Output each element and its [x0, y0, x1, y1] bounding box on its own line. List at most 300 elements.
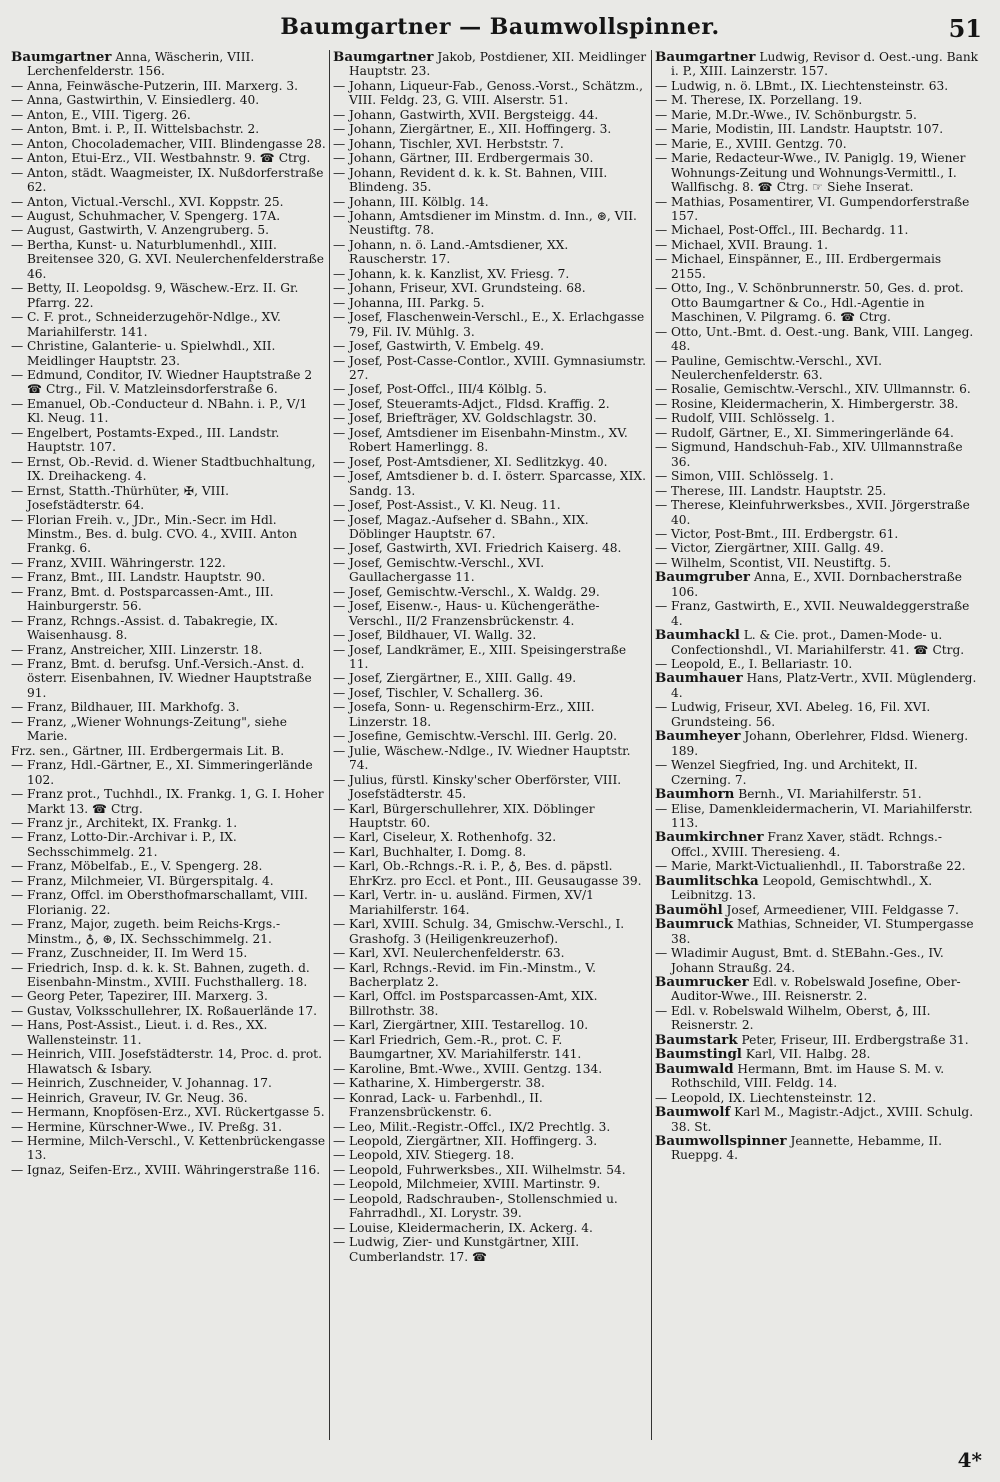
directory-entry	[333, 382, 648, 396]
continuation-dash: —	[333, 729, 346, 744]
continuation-dash: —	[655, 194, 668, 209]
page-number: 51	[948, 14, 982, 43]
entry-text: Hans, Platz-Vertr., XVII. Müglenderg. 4.	[671, 671, 977, 700]
entry-text: Karoline, Bmt.-Wwe., XVIII. Gentzg. 134.	[349, 1061, 603, 1076]
directory-entry	[11, 310, 326, 339]
entry-text: Franz, Milchmeier, VI. Bürgerspitalg. 4.	[27, 873, 274, 888]
directory-entry	[655, 252, 979, 281]
directory-entry	[11, 79, 326, 93]
entry-text: Otto, Unt.-Bmt. d. Oest.-ung. Bank, VIII. Langeg. 48.	[671, 324, 974, 354]
entry-text: Anton, E., VIII. Tigerg. 26.	[27, 107, 191, 122]
directory-entry	[333, 108, 648, 122]
continuation-dash: —	[655, 859, 668, 874]
directory-entry	[11, 1091, 326, 1105]
directory-entry	[333, 845, 648, 859]
continuation-dash: —	[333, 1162, 346, 1177]
continuation-dash: —	[11, 613, 24, 628]
entry-text: Therese, III. Landstr. Hauptstr. 25.	[671, 483, 887, 498]
directory-entry	[11, 93, 326, 107]
directory-entry	[333, 195, 648, 209]
entry-text: Josef, Armeediener, VIII. Feldgasse 7.	[722, 902, 959, 917]
entry-text: Edl. v. Robelswald Josefine, Ober-Auditor-Wwe., III. Reisnerstr. 2.	[671, 975, 961, 1004]
entry-text: M. Therese, IX. Porzellang. 19.	[671, 93, 863, 108]
directory-entry	[655, 758, 979, 787]
continuation-dash: —	[333, 78, 346, 93]
directory-entry	[655, 484, 979, 498]
continuation-dash: —	[11, 642, 24, 657]
directory-entry	[333, 628, 648, 642]
directory-entry	[333, 1177, 648, 1191]
entry-text: Josef, Steueramts-Adjct., Fldsd. Kraffig. 2.	[349, 396, 610, 411]
continuation-dash: —	[333, 584, 346, 599]
directory-entry	[333, 411, 648, 425]
directory-entry	[11, 744, 326, 758]
directory-entry	[333, 917, 648, 946]
entry-text: Franz, Bmt. d. berufsg. Unf.-Versich.-Anst. d. österr. Eisenbahnen, IV. Wiedner Hauptstraße 91.	[27, 657, 312, 700]
continuation-dash: —	[333, 844, 346, 859]
continuation-dash: —	[333, 353, 346, 368]
entry-text: Marie, Modistin, III. Landstr. Hauptstr. 107.	[671, 122, 944, 137]
directory-entry	[333, 830, 648, 844]
directory-entry	[11, 556, 326, 570]
continuation-dash: —	[333, 1191, 346, 1206]
directory-entry	[333, 469, 648, 498]
surname-heading: Baumgartner	[11, 50, 112, 65]
continuation-dash: —	[333, 859, 346, 874]
continuation-dash: —	[11, 946, 24, 961]
directory-entry	[655, 556, 979, 570]
directory-entry	[11, 223, 326, 237]
directory-entry	[655, 1091, 979, 1105]
entry-text: Johann, Gastwirth, XVII. Bergsteigg. 44.	[349, 107, 599, 122]
directory-entry	[11, 1076, 326, 1090]
directory-entry	[333, 122, 648, 136]
continuation-dash: —	[11, 1018, 24, 1033]
continuation-dash: —	[11, 107, 24, 122]
directory-entry	[333, 1076, 648, 1090]
directory-entry	[655, 1004, 979, 1033]
continuation-dash: —	[11, 122, 24, 137]
directory-entry	[11, 339, 326, 368]
entry-text: Johanna, III. Parkg. 5.	[349, 295, 485, 310]
continuation-dash: —	[655, 541, 668, 556]
continuation-dash: —	[655, 324, 668, 339]
directory-entry	[655, 354, 979, 383]
entry-text: Leopold, E., I. Bellariastr. 10.	[671, 657, 853, 672]
entry-text: Ludwig, Friseur, XVI. Abeleg. 16, Fil. XVI. Grundsteing. 56.	[671, 700, 931, 729]
entry-text: Michael, Einspänner, E., III. Erdbergermais 2155.	[671, 252, 942, 281]
directory-entry	[655, 122, 979, 136]
surname-heading: Baumhorn	[655, 786, 735, 803]
continuation-dash: —	[655, 237, 668, 252]
entry-text: Leopold, Milchmeier, XVIII. Martinstr. 9.	[349, 1177, 601, 1192]
entry-text: Frz. sen., Gärtner, III. Erdbergermais Lit. B.	[11, 743, 285, 758]
continuation-dash: —	[655, 252, 668, 267]
directory-entry	[655, 527, 979, 541]
directory-entry	[655, 238, 979, 252]
surname-heading: Baumgartner	[655, 50, 756, 65]
entry-text: Marie, E., XVIII. Gentzg. 70.	[671, 136, 847, 151]
continuation-dash: —	[333, 917, 346, 932]
entry-text: Betty, II. Leopoldsg. 9, Wäschew.-Erz. II. Gr. Pfarrg. 22.	[27, 281, 299, 310]
directory-entry	[333, 686, 648, 700]
directory-entry	[333, 151, 648, 165]
entry-text: Karl, Ciseleur, X. Rothenhofg. 32.	[349, 830, 557, 845]
entry-text: Franz, Möbelfab., E., V. Spengerg. 28.	[27, 859, 263, 874]
directory-entry	[655, 1033, 979, 1047]
entry-text: Anton, Bmt. i. P., II. Wittelsbachstr. 2.	[27, 122, 260, 137]
directory-entry	[333, 1163, 648, 1177]
entry-text: Jeannette, Hebamme, II. Rueppg. 4.	[671, 1133, 942, 1163]
directory-entry	[333, 989, 648, 1018]
directory-entry	[11, 917, 326, 946]
directory-entry	[11, 368, 326, 397]
continuation-dash: —	[11, 367, 24, 382]
directory-entry	[11, 1004, 326, 1018]
entry-text: Johann, Friseur, XVI. Grundsteing. 68.	[349, 281, 586, 296]
continuation-dash: —	[11, 787, 24, 802]
directory-entry	[11, 195, 326, 209]
directory-entry	[11, 238, 326, 281]
directory-entry	[11, 715, 326, 744]
entry-text: Josef, Post-Amtsdiener, XI. Sedlitzkyg. 40.	[349, 454, 608, 469]
directory-entry	[655, 729, 979, 758]
directory-entry	[11, 151, 326, 165]
surname-heading: Baumrucker	[655, 974, 749, 990]
directory-entry	[333, 137, 648, 151]
continuation-dash: —	[333, 454, 346, 469]
directory-entry	[655, 917, 979, 946]
directory-entry	[333, 700, 648, 729]
directory-entry	[11, 1163, 326, 1177]
columns-container	[8, 50, 992, 1440]
continuation-dash: —	[655, 946, 668, 961]
continuation-dash: —	[655, 136, 668, 151]
continuation-dash: —	[333, 469, 346, 484]
directory-entry	[655, 541, 979, 555]
entry-text: Christine, Galanterie- u. Spielwhdl., XII. Meidlinger Hauptstr. 23.	[27, 339, 276, 368]
continuation-dash: —	[11, 194, 24, 209]
entry-text: Josef, Post-Assist., V. Kl. Neug. 11.	[349, 498, 561, 513]
directory-entry	[11, 209, 326, 223]
surname-heading: Baumlitschka	[655, 872, 759, 889]
entry-text: Josef, Landkrämer, E., XIII. Speisingerstraße 11.	[349, 642, 627, 672]
continuation-dash: —	[333, 194, 346, 209]
directory-entry	[655, 975, 979, 1004]
directory-entry	[333, 888, 648, 917]
entry-text: Hermine, Milch-Verschl., V. Kettenbrückengasse 13.	[27, 1133, 326, 1163]
entry-text: Karl, Ziergärtner, XIII. Testarellog. 10.	[349, 1018, 589, 1033]
entry-text: Louise, Kleidermacherin, IX. Ackerg. 4.	[349, 1220, 593, 1235]
continuation-dash: —	[11, 454, 24, 469]
entry-text: Johann, k. k. Kanzlist, XV. Friesg. 7.	[349, 266, 570, 281]
entry-text: Heinrich, VIII. Josefstädterstr. 14, Proc. d. prot. Hlawatsch & Isbary.	[27, 1047, 322, 1076]
entry-text: Jakob, Postdiener, XII. Meidlinger Hauptstr. 23.	[349, 50, 647, 79]
entry-text: Josefa, Sonn- u. Regenschirm-Erz., XIII. Linzerstr. 18.	[349, 700, 595, 729]
entry-text: Josef, Flaschenwein-Verschl., E., X. Erlachgasse 79, Fil. IV. Mühlg. 3.	[349, 310, 645, 339]
continuation-dash: —	[333, 671, 346, 686]
entry-text: Engelbert, Postamts-Exped., III. Landstr. Hauptstr. 107.	[27, 425, 280, 455]
continuation-dash: —	[655, 657, 668, 672]
directory-entry	[333, 599, 648, 628]
continuation-dash: —	[333, 1235, 346, 1250]
continuation-dash: —	[333, 151, 346, 166]
directory-entry	[11, 888, 326, 917]
continuation-dash: —	[333, 411, 346, 426]
entry-text: Leopold, Radschrauben-, Stollenschmied u. Fahrradhdl., XI. Lorystr. 39.	[349, 1191, 618, 1221]
directory-entry	[11, 166, 326, 195]
entry-text: Franz, Anstreicher, XIII. Linzerstr. 18.	[27, 642, 263, 657]
directory-entry	[655, 700, 979, 729]
entry-text: Josef, Magaz.-Aufseher d. SBahn., XIX. Döblinger Hauptstr. 67.	[349, 512, 589, 541]
continuation-dash: —	[11, 1133, 24, 1148]
continuation-dash: —	[11, 78, 24, 93]
entry-text: Josefine, Gemischtw.-Verschl. III. Gerlg. 20.	[349, 729, 618, 744]
continuation-dash: —	[11, 859, 24, 874]
continuation-dash: —	[11, 830, 24, 845]
continuation-dash: —	[655, 107, 668, 122]
directory-entry	[333, 946, 648, 960]
entry-text: Johann, III. Kölblg. 14.	[349, 194, 489, 209]
continuation-dash: —	[655, 353, 668, 368]
directory-entry	[333, 1091, 648, 1120]
entry-text: Josef, Post-Offcl., III/4 Kölblg. 5.	[349, 382, 547, 397]
entry-text: Hermann, Knopfösen-Erz., XVI. Rückertgasse 5.	[27, 1105, 325, 1120]
directory-entry	[333, 1221, 648, 1235]
directory-entry	[11, 614, 326, 643]
page-header	[8, 10, 992, 50]
entry-text: Florian Freih. v., JDr., Min.-Secr. im Hdl. Minstm., Bes. d. bulg. CVO. 4., XVIII. Anton Frankg. 6.	[27, 512, 298, 556]
entry-text: Franz, Zuschneider, II. Im Werd 15.	[27, 946, 248, 961]
entry-text: Johann, Ziergärtner, E., XII. Hoffingerg. 3.	[349, 122, 612, 137]
continuation-dash: —	[11, 1119, 24, 1134]
surname-heading: Baumwollspinner	[655, 1132, 787, 1149]
column-2	[329, 50, 651, 1440]
directory-entry	[655, 223, 979, 237]
directory-entry	[333, 1148, 648, 1162]
continuation-dash: —	[333, 382, 346, 397]
surname-heading: Baumgruber	[655, 569, 750, 586]
entry-text: Victor, Post-Bmt., III. Erdbergstr. 61.	[671, 526, 899, 541]
directory-entry	[655, 411, 979, 425]
entry-text: Josef, Ziergärtner, E., XIII. Gallg. 49.	[349, 671, 577, 686]
directory-entry	[655, 1105, 979, 1134]
continuation-dash: —	[11, 237, 24, 252]
directory-entry	[655, 657, 979, 671]
entry-text: Ludwig, Revisor d. Oest.-ung. Bank i. P., XIII. Lainzerstr. 157.	[671, 50, 979, 79]
directory-entry	[655, 50, 979, 79]
continuation-dash: —	[333, 1148, 346, 1163]
entry-text: C. F. prot., Schneiderzugehör-Ndlge., XV. Mariahilferstr. 141.	[27, 310, 281, 339]
surname-heading: Baumruck	[655, 916, 734, 933]
column-3	[651, 50, 982, 1440]
continuation-dash: —	[333, 107, 346, 122]
entry-text: Leopold, IX. Liechtensteinstr. 12.	[671, 1090, 877, 1105]
entry-text: Bernh., VI. Mariahilferstr. 51.	[734, 787, 922, 802]
directory-entry	[655, 382, 979, 396]
continuation-dash: —	[655, 1090, 668, 1105]
entry-text: Pauline, Gemischtw.-Verschl., XVI. Neulerchenfelderstr. 63.	[671, 353, 883, 382]
entry-text: Josef, Amtsdiener b. d. I. österr. Sparcasse, XIX. Sandg. 13.	[349, 469, 646, 498]
directory-entry	[11, 585, 326, 614]
directory-entry	[333, 1192, 648, 1221]
directory-entry	[11, 946, 326, 960]
entry-text: Karl, Offcl. im Postsparcassen-Amt, XIX. Billrothstr. 38.	[349, 989, 598, 1018]
directory-entry	[655, 426, 979, 440]
entry-text: Franz, Rchngs.-Assist. d. Tabakregie, IX. Waisenhausg. 8.	[27, 613, 278, 643]
entry-text: Heinrich, Zuschneider, V. Johannag. 17.	[27, 1076, 272, 1091]
directory-entry	[333, 802, 648, 831]
continuation-dash: —	[655, 526, 668, 541]
continuation-dash: —	[333, 122, 346, 137]
surname-heading: Baumheyer	[655, 728, 741, 745]
continuation-dash: —	[11, 758, 24, 773]
continuation-dash: —	[655, 396, 668, 411]
directory-entry	[11, 484, 326, 513]
continuation-dash: —	[11, 917, 24, 932]
entry-text: Elise, Damenkleidermacherin, VI. Mariahilferstr. 113.	[671, 801, 973, 831]
entry-text: Karl, Rchngs.-Revid. im Fin.-Minstm., V. Bacherplatz 2.	[349, 960, 596, 989]
entry-text: Heinrich, Graveur, IV. Gr. Neug. 36.	[27, 1090, 248, 1105]
directory-entry	[655, 79, 979, 93]
directory-entry	[11, 816, 326, 830]
entry-text: Hermine, Kürschner-Wwe., IV. Preßg. 31.	[27, 1119, 283, 1134]
directory-entry	[333, 773, 648, 802]
directory-entry	[655, 498, 979, 527]
directory-entry	[11, 961, 326, 990]
entry-text: Franz, Offcl. im Obersthofmarschallamt, VIII. Florianig. 22.	[27, 888, 308, 917]
directory-entry	[333, 354, 648, 383]
directory-entry	[333, 426, 648, 455]
continuation-dash: —	[11, 960, 24, 975]
continuation-dash: —	[11, 873, 24, 888]
directory-entry	[333, 281, 648, 295]
entry-text: Julius, fürstl. Kinsky'scher Oberförster, VIII. Josefstädterstr. 45.	[349, 772, 622, 802]
continuation-dash: —	[333, 1119, 346, 1134]
column-1	[8, 50, 329, 1440]
entry-text: Ludwig, Zier- und Kunstgärtner, XIII. Cumberlandstr. 17. ☎	[349, 1235, 580, 1264]
continuation-dash: —	[333, 498, 346, 513]
surname-heading: Baumgartner	[333, 50, 434, 65]
continuation-dash: —	[11, 555, 24, 570]
entry-text: Otto, Ing., V. Schönbrunnerstr. 50, Ges. d. prot. Otto Baumgartner & Co., Hdl.-Agentie in Maschinen, V. Pilgramg. 6. ☎ Ctrg.	[671, 281, 964, 325]
entry-text: Ernst, Ob.-Revid. d. Wiener Stadtbuchhaltung, IX. Dreihackeng. 4.	[27, 454, 316, 484]
directory-entry	[333, 1134, 648, 1148]
entry-text: Friedrich, Insp. d. k. k. St. Bahnen, zugeth. d. Eisenbahn-Minstm., XVIII. Fuchsthallerg. 18.	[27, 960, 310, 989]
directory-entry	[655, 281, 979, 324]
entry-text: Franz, Bmt. d. Postsparcassen-Amt., III. Hainburgerstr. 56.	[27, 584, 274, 614]
entry-text: Josef, Gastwirth, XVI. Friedrich Kaiserg. 48.	[349, 541, 622, 556]
directory-entry	[333, 498, 648, 512]
page-title: Baumgartner — Baumwollspinner.	[280, 14, 720, 40]
entry-text: Anton, Etui-Erz., VII. Westbahnstr. 9. ☎ Ctrg.	[27, 151, 311, 166]
entry-text: Rudolf, Gärtner, E., XI. Simmeringerlände 64.	[671, 425, 954, 440]
continuation-dash: —	[333, 830, 346, 845]
continuation-dash: —	[333, 946, 346, 961]
continuation-dash: —	[655, 483, 668, 498]
entry-text: Ernst, Statth.-Thürhüter, ✠, VIII. Josefstädterstr. 64.	[27, 483, 229, 513]
directory-entry	[333, 513, 648, 542]
entry-text: Josef, Bildhauer, VI. Wallg. 32.	[349, 628, 537, 643]
continuation-dash: —	[333, 1090, 346, 1105]
directory-entry	[11, 874, 326, 888]
continuation-dash: —	[333, 295, 346, 310]
directory-entry	[655, 903, 979, 917]
directory-entry	[655, 325, 979, 354]
entry-text: Franz, Lotto-Dir.-Archivar i. P., IX. Sechsschimmelg. 21.	[27, 830, 237, 859]
entry-text: Leo, Milit.-Registr.-Offcl., IX/2 Prechtlg. 3.	[349, 1119, 611, 1134]
surname-heading: Baumstark	[655, 1031, 738, 1048]
continuation-dash: —	[11, 584, 24, 599]
continuation-dash: —	[11, 714, 24, 729]
directory-entry	[333, 961, 648, 990]
entry-text: Rudolf, VIII. Schlösselg. 1.	[671, 411, 835, 426]
directory-entry	[11, 137, 326, 151]
entry-text: Anton, städt. Waagmeister, IX. Nußdorferstraße 62.	[27, 165, 324, 195]
entry-text: Karl, Vertr. in- u. ausländ. Firmen, XV/1 Mariahilferstr. 164.	[349, 888, 594, 917]
directory-entry	[655, 1047, 979, 1061]
directory-entry	[655, 874, 979, 903]
entry-text: Georg Peter, Tapezirer, III. Marxerg. 3.	[27, 989, 268, 1004]
continuation-dash: —	[11, 816, 24, 831]
entry-text: Karl, Buchhalter, I. Domg. 8.	[349, 844, 527, 859]
entry-text: Anna, Feinwäsche-Putzerin, III. Marxerg. 3.	[27, 78, 298, 93]
directory-entry	[655, 195, 979, 224]
directory-entry	[11, 643, 326, 657]
directory-entry	[333, 209, 648, 238]
directory-entry	[11, 50, 326, 79]
surname-heading: Baumwald	[655, 1060, 734, 1077]
continuation-dash: —	[655, 93, 668, 108]
directory-entry	[655, 397, 979, 411]
directory-entry	[11, 1018, 326, 1047]
entry-text: Emanuel, Ob.-Conducteur d. NBahn. i. P., V/1 Kl. Neug. 11.	[27, 396, 308, 426]
continuation-dash: —	[11, 1162, 24, 1177]
continuation-dash: —	[333, 339, 346, 354]
continuation-dash: —	[333, 685, 346, 700]
entry-text: Marie, M.Dr.-Wwe., IV. Schönburgstr. 5.	[671, 107, 917, 122]
continuation-dash: —	[11, 888, 24, 903]
directory-entry	[11, 758, 326, 787]
continuation-dash: —	[655, 555, 668, 570]
entry-text: Anna, Gastwirthin, V. Einsiedlerg. 40.	[27, 93, 260, 108]
continuation-dash: —	[655, 411, 668, 426]
continuation-dash: —	[333, 1061, 346, 1076]
entry-text: Marie, Redacteur-Wwe., IV. Paniglg. 19, Wiener Wohnungs-Zeitung und Wohnungs-Vermittl., I. Wallfischg. 8. ☎ Ctrg. ☞ Siehe Inserat.	[671, 151, 966, 195]
continuation-dash: —	[333, 700, 346, 715]
entry-text: Anna, Wäscherin, VIII. Lerchenfelderstr. 156.	[27, 50, 255, 79]
directory-entry	[11, 1047, 326, 1076]
continuation-dash: —	[11, 151, 24, 166]
directory-entry	[11, 1120, 326, 1134]
continuation-dash: —	[333, 1177, 346, 1192]
directory-entry	[655, 93, 979, 107]
entry-text: Franz jr., Architekt, IX. Frankg. 1.	[27, 816, 238, 831]
continuation-dash: —	[11, 136, 24, 151]
continuation-dash: —	[11, 1090, 24, 1105]
continuation-dash: —	[11, 1105, 24, 1120]
directory-entry	[11, 455, 326, 484]
directory-entry	[655, 946, 979, 975]
continuation-dash: —	[333, 555, 346, 570]
directory-entry	[655, 599, 979, 628]
continuation-dash: —	[11, 93, 24, 108]
directory-entry	[333, 744, 648, 773]
directory-entry	[333, 166, 648, 195]
surname-heading: Baumstingl	[655, 1046, 742, 1063]
directory-entry	[333, 267, 648, 281]
directory-entry	[655, 1062, 979, 1091]
